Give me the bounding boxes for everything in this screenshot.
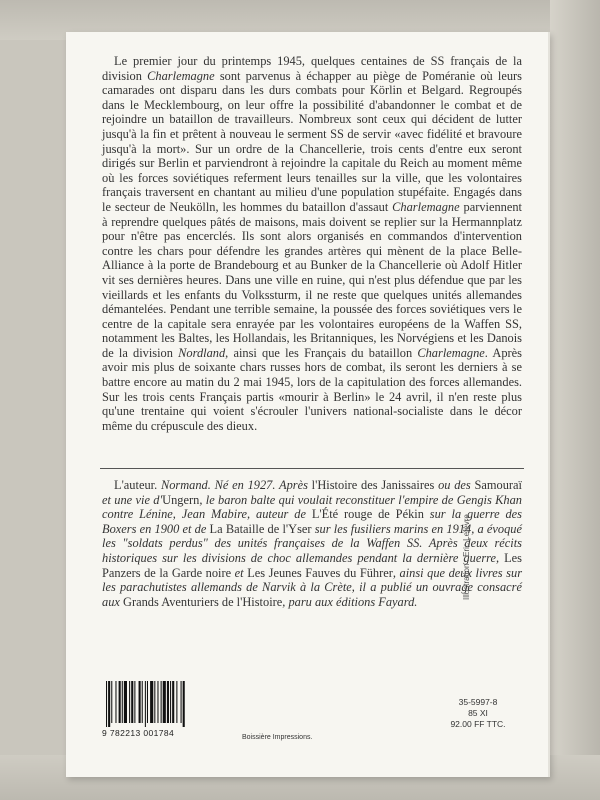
illustration-credit: Illustration : Eric Lefèvre (462, 514, 471, 600)
barcode-bar (150, 681, 153, 723)
barcode-bar (154, 681, 155, 723)
blurb-italic: Charlemagne (417, 345, 485, 360)
barcode-bar (124, 681, 127, 723)
blurb-text: . Après avoir mis plus de soixante chars russes hors de combat, ils seront les derniers à se battre encore au matin du 2 mai 1945, lors de la capitulation des forces allemandes. Sur les trois cents Français partis «mourir à Berlin» le 24 avril, il n'en reste plus qu'une trentaine qui voient s'écrouler l'univers national-socialiste dans le décor même du crépuscule des dieux. (102, 345, 522, 433)
author-italic: et (231, 565, 248, 580)
printer-name: Boissière Impressions. (242, 734, 313, 741)
author-text: Samouraï (474, 478, 522, 492)
author-text: l'Histoire des (311, 478, 382, 492)
barcode-bar (106, 681, 107, 727)
barcode-bar (183, 681, 185, 727)
author-text: Les Jeunes Fauves du Führer (247, 565, 393, 580)
barcode-bar (108, 681, 110, 727)
barcode-bar (131, 681, 133, 723)
barcode-bar (111, 681, 112, 723)
blurb-paragraph (102, 54, 522, 433)
blurb-text: sont parvenus à échapper au piège de Poméranie où leurs camarades ont disparu dans les durs combats pour Körlin et Belgard. Regroupés dans le Mecklembourg, on leur offre la possibilité d'abandonner le combat et de rejoindre un bataillon de travailleurs. Nombreux sont ceux qui décident de lutter jusqu'à la fin et prêtent à nouveau le serment SS de servir «avec fidélité et bravoure jusqu'à la mort». Sur un ordre de la Chancellerie, trois cents d'entre eux seront dirigés sur Berlin et parviendront à rejoindre la capitale du Reich au moment même où les forces soviétiques referment leurs tenailles sur la ville, que les volontaires français traversent en chantant au milieu d'une population stupéfaite. Engagés dans le secteur de Neukölln, les hommes du bataillon d'assaut (102, 68, 523, 214)
author-italic: , ainsi que deux livres sur les parachutistes allemands de Narvik à la Crète, il a publié un ouvrage consacré aux (102, 565, 523, 609)
code-line: 35-5997-8 (458, 697, 498, 707)
barcode-bar (139, 681, 141, 723)
author-text: Grands Aventuriers de l'Histoire (123, 594, 283, 609)
section-divider (100, 468, 524, 469)
barcode-bar (157, 681, 158, 723)
author-italic: ou des (434, 478, 475, 492)
barcode-bar (119, 681, 121, 723)
barcode-bar (134, 681, 135, 723)
price: 92.00 FF TTC. (450, 719, 506, 729)
author-text: Ungern (162, 492, 200, 507)
author-italic: , paru aux éditions Fayard. (282, 594, 418, 609)
barcode-bar (115, 681, 116, 723)
barcode-bar (147, 681, 148, 723)
barcode-bar (170, 681, 171, 723)
barcode-bar (161, 681, 162, 723)
isbn-number: 9 782213 001784 (102, 728, 175, 738)
author-text: L'auteur. (114, 478, 161, 492)
author-text: Janissaires (381, 478, 435, 492)
price-block (448, 697, 508, 730)
barcode-bar (129, 681, 130, 723)
barcode-bar (172, 681, 174, 723)
barcode-bar (122, 681, 123, 723)
barcode (102, 681, 212, 741)
author-text: L'Été rouge de Pékin (311, 507, 424, 522)
barcode-bar (176, 681, 177, 723)
background-right (550, 0, 600, 800)
author-italic: sur les fusiliers marins en 1914, a évoqué les "soldats perdus" des unités françaises de la Waffen SS. Après deux récits historiques sur les divisions de choc allemandes pendant la dernière guerre, (102, 521, 522, 565)
author-text: La Bataille de l'Yser (209, 521, 312, 536)
blurb-text: parviennent à reprendre quelques pâtés de maisons, mais doivent se replier sur la Hermannplatz pour n'être pas encerclés. Ils sont alors organisés en commandos d'intervention contre les chars pour défendre les grandes artères qui mènent de la place Belle-Alliance à la porte de Brandebourg et au Bunker de la Chancellerie où Adolf Hitler vit ses dernières heures. Dans une ville en ruine, qui n'est plus défendue que par les vieillards et les enfants du Volkssturm, il ne reste que quelques unités allemandes démantelées. Pendant une terrible semaine, la poussée des forces soviétiques vers le centre de la capitale sera enrayée par les volontaires européens de la Waffen SS, notamment les Baltes, les Hollandais, les Britanniques, les Norvégiens et les Danois de la division (102, 199, 522, 360)
barcode-bar (167, 681, 169, 723)
barcode-bar (163, 681, 166, 723)
author-italic: Normand. Né en 1927. Après (160, 478, 312, 492)
author-italic: et une vie d' (102, 492, 163, 507)
barcode-bar (142, 681, 143, 723)
barcode-bars (102, 681, 212, 727)
author-text: Les Panzers de la Garde noire (102, 550, 522, 580)
blurb-text: , ainsi que les Français du bataillon (225, 345, 418, 360)
blurb-italic: Charlemagne (392, 199, 460, 214)
author-paragraph (102, 478, 522, 609)
blurb-italic: Nordland (178, 345, 226, 360)
author-italic: sur la guerre des Boxers en 1900 et de (102, 507, 522, 536)
code-line-2: 85 XI (468, 708, 488, 718)
blurb-italic: Charlemagne (147, 68, 215, 83)
barcode-bar (181, 681, 182, 723)
book-back-cover (66, 32, 550, 777)
barcode-bar (145, 681, 146, 727)
author-italic: , le baron balte qui voulait reconstituer l'empire de Gengis Khan contre Lénine, Jean Mabire, auteur de (102, 492, 522, 522)
blurb-text: Le premier jour du printemps 1945, quelques centaines de SS français de la division (102, 54, 522, 83)
